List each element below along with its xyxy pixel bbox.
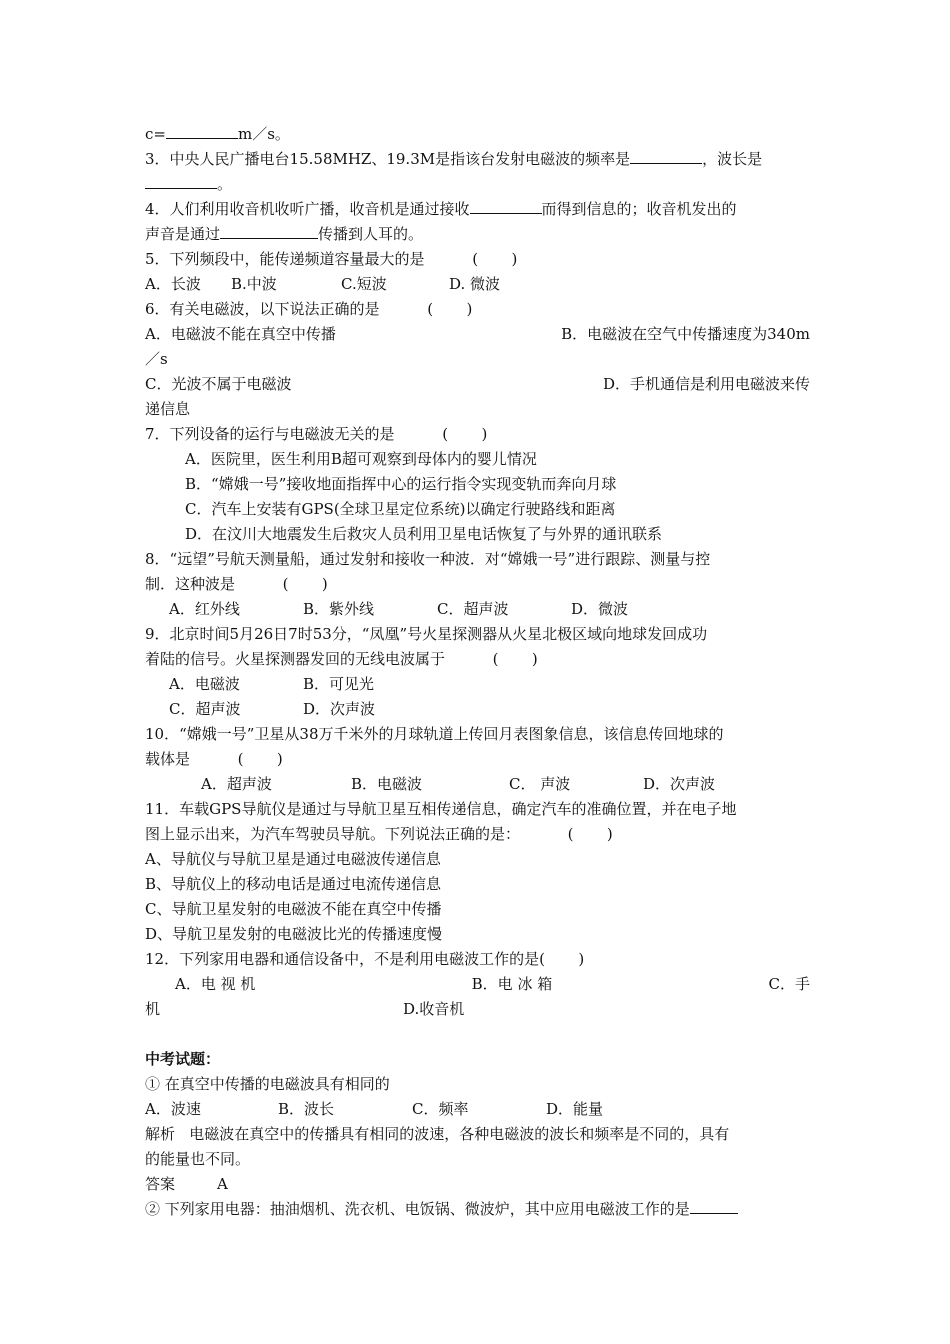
question-7: 7．下列设备的运行与电磁波无关的是 ( ) (145, 425, 488, 443)
question-12: 12．下列家用电器和通信设备中，不是利用电磁波工作的是( ) (145, 950, 585, 968)
option: A．超声波 (201, 775, 272, 793)
question-6: 6．有关电磁波，以下说法正确的是 ( ) (145, 300, 473, 318)
question-7-option-d: D．在汶川大地震发生后救灾人员利用卫星电话恢复了与外界的通讯联系 (185, 525, 663, 543)
option: A．红外线 (169, 600, 240, 618)
option: B．波长 (278, 1100, 335, 1118)
option: A．长波 (145, 275, 201, 293)
exam-question-1: ① 在真空中传播的电磁波具有相同的 (145, 1075, 390, 1093)
option: C．超声波 (437, 600, 509, 618)
question-12-options-cont: 机 D.收音机 (145, 997, 810, 1022)
question-7-option-a: A．医院里，医生利用B超可观察到母体内的婴儿情况 (185, 450, 537, 468)
question-5-options (145, 272, 810, 297)
option: B．可见光 (303, 675, 375, 693)
question-4: 4．人们利用收音机收听广播，收音机是通过接收 而得到信息的；收音机发出的 (145, 200, 737, 218)
question-8: 8．“远望”号航天测量船，通过发射和接收一种波．对“嫦娥一号”进行跟踪、测量与控 (145, 550, 711, 568)
question-9-cont: 着陆的信号。火星探测器发回的无线电波属于 ( ) (145, 650, 538, 668)
question-11-option-b: B、导航仪上的移动电话是通过电流传递信息 (145, 875, 442, 893)
question-8-cont: 制．这种波是 ( ) (145, 575, 328, 593)
option: C． 声波 (509, 775, 571, 793)
question-11-option-d: D、导航卫星发射的电磁波比光的传播速度慢 (145, 925, 443, 943)
option: C.短波 (341, 275, 387, 293)
option: B．紫外线 (303, 600, 375, 618)
question-3-cont: 。 (145, 172, 810, 197)
question-6-options-ab-cont: ／s (145, 350, 168, 368)
question-11-cont: 图上显示出来，为汽车驾驶员导航。下列说法正确的是： ( ) (145, 825, 613, 843)
option: A．波速 (145, 1100, 201, 1118)
question-11-option-c: C、导航卫星发射的电磁波不能在真空中传播 (145, 900, 442, 918)
option: D．次声波 (643, 775, 716, 793)
answer-blank (470, 198, 542, 214)
question-10-cont: 载体是 ( ) (145, 750, 283, 768)
answer-blank (166, 123, 238, 139)
option: D．次声波 (303, 700, 376, 718)
question-9-options-cd (145, 697, 810, 722)
question-8-options (145, 597, 810, 622)
question-4-cont: 声音是通过 传播到人耳的。 (145, 225, 424, 243)
question-10-options (145, 772, 810, 797)
question-5: 5．下列频段中，能传递频道容量最大的是 ( ) (145, 250, 518, 268)
answer-blank (220, 223, 318, 239)
option: D．能量 (546, 1100, 604, 1118)
question-11-option-a: A、导航仪与导航卫星是通过电磁波传递信息 (145, 850, 441, 868)
option: B.中波 (231, 275, 277, 293)
option: D. 微波 (449, 275, 501, 293)
option: B．电 冰 箱 (471, 975, 553, 993)
question-10: 10．“嫦娥一号”卫星从38万千米外的月球轨道上传回月表图象信息，该信息传回地球的 (145, 725, 724, 743)
question-3: 3．中央人民广播电台15.58MHZ、19.3M是指该台发射电磁波的频率是 ，波长是 (145, 150, 763, 168)
exam-question-1-options (145, 1097, 810, 1122)
option: C．手 (768, 975, 810, 993)
exam-question-2: ② 下列家用电器：抽油烟机、洗衣机、电饭锅、微波炉，其中应用电磁波工作的是 (145, 1197, 810, 1222)
option: D．微波 (571, 600, 629, 618)
option: A．电 视 机 (175, 975, 256, 993)
question-9: 9．北京时间5月26日7时53分，“凤凰”号火星探测器从火星北极区域向地球发回成功 (145, 625, 708, 643)
option: A．电磁波 (169, 675, 240, 693)
question-6-options-ab: A．电磁波不能在真空中传播 B．电磁波在空气中传播速度为340m (145, 325, 810, 343)
question-7-option-b: B．“嫦娥一号”接收地面指挥中心的运行指令实现变轨而奔向月球 (185, 475, 617, 493)
exam-question-1-analysis: 解析 电磁波在真空中的传播具有相同的波速，各种电磁波的波长和频率是不同的，具有 (145, 1125, 730, 1143)
exam-question-1-answer: 答案 A (145, 1175, 228, 1193)
line-speed-of-light: c= m／s。 (145, 125, 290, 143)
answer-blank (630, 148, 702, 164)
answer-blank (145, 173, 217, 189)
answer-blank (690, 1198, 738, 1214)
section-title-exam: 中考试题： (145, 1050, 221, 1068)
question-6-options-cd-cont: 递信息 (145, 400, 191, 418)
option: D.收音机 (403, 1000, 465, 1018)
option: B．电磁波 (351, 775, 423, 793)
document-content (145, 122, 810, 1222)
question-11: 11．车载GPS导航仪是通过与导航卫星互相传递信息，确定汽车的准确位置，并在电子地 (145, 800, 737, 818)
question-6-options-cd: C．光波不属于电磁波 D．手机通信是利用电磁波来传 (145, 375, 810, 393)
question-12-options (145, 972, 810, 997)
option: C．超声波 (169, 700, 241, 718)
question-7-option-c: C．汽车上安装有GPS(全球卫星定位系统)以确定行驶路线和距离 (185, 500, 616, 518)
option: C．频率 (412, 1100, 469, 1118)
question-9-options-ab (145, 672, 810, 697)
exam-question-1-analysis-cont: 的能量也不同。 (145, 1150, 251, 1168)
